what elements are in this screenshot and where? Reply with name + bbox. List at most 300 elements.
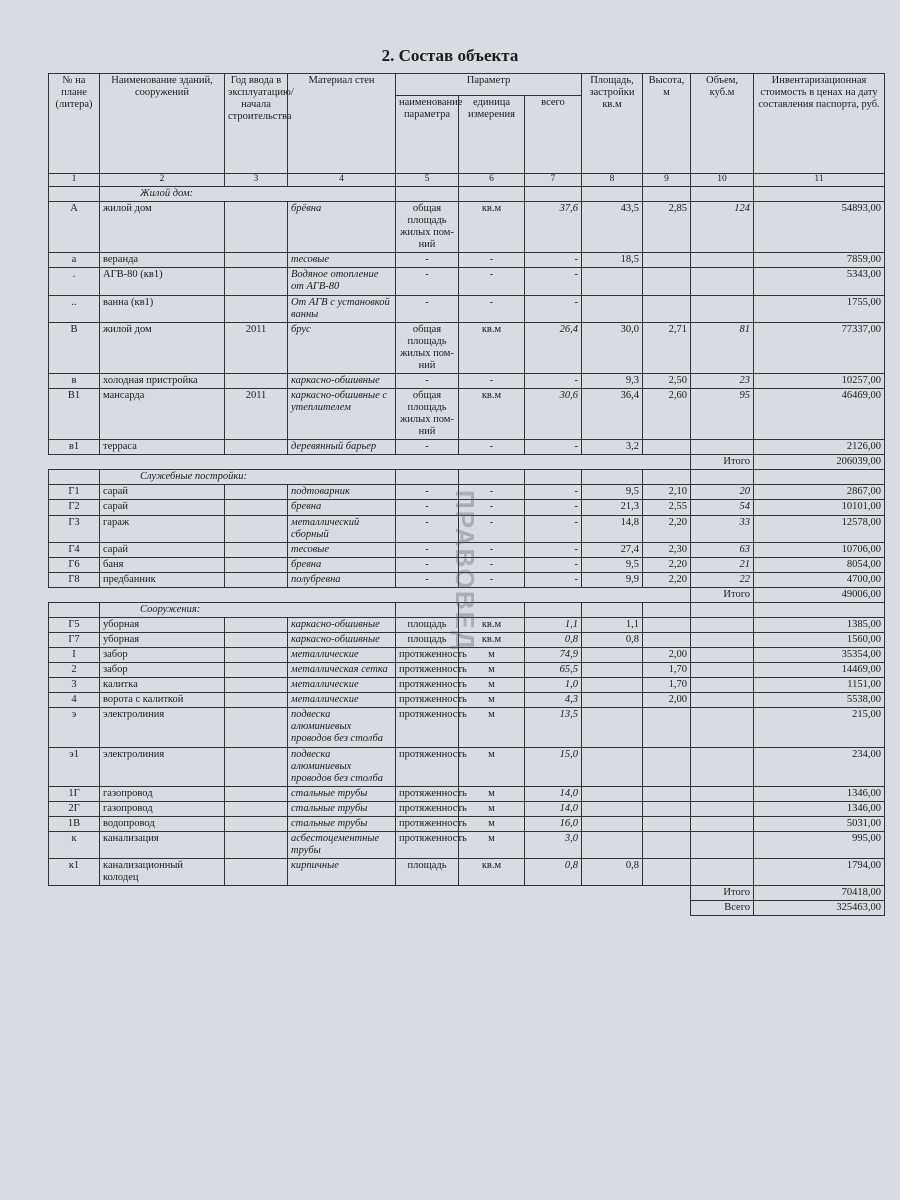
cell-col-3 (225, 542, 288, 557)
cell-col-8: 1,1 (582, 617, 643, 632)
cell-col-6: м (459, 663, 525, 678)
watermark-stamp: ПРАВОВЕД (450, 490, 480, 652)
cell-col-4: стальные трубы (288, 786, 396, 801)
cell-col-4: подвеска алюминиевых проводов без столба (288, 747, 396, 786)
cell-col-10: 20 (691, 485, 754, 500)
cell-col-8 (582, 295, 643, 322)
cell-col-7: 3,0 (525, 831, 582, 858)
cell-col-11: 234,00 (754, 747, 885, 786)
cell-col-5: протяженность (396, 663, 459, 678)
table-row (49, 859, 885, 886)
cell-col-8: 43,5 (582, 202, 643, 253)
cell-col-2: водопровод (100, 816, 225, 831)
cell-col-9: 2,60 (643, 388, 691, 439)
cell-col-7: 15,0 (525, 747, 582, 786)
total-row (49, 886, 885, 901)
cell-col-10: 22 (691, 572, 754, 587)
cell-col-2: газопровод (100, 786, 225, 801)
cell-col-3 (225, 708, 288, 747)
cell-col-6: м (459, 801, 525, 816)
cell-col-4: каркасно-обшивные (288, 373, 396, 388)
header-col-1: № на плане (литера) (49, 74, 100, 174)
section-empty-cell (643, 187, 691, 202)
cell-col-11: 10706,00 (754, 542, 885, 557)
header-col-3: Год ввода в эксплуатацию/ начала строительства (225, 74, 288, 174)
cell-col-4: брус (288, 322, 396, 373)
cell-col-3 (225, 859, 288, 886)
col-number: 3 (225, 174, 288, 187)
cell-col-6: - (459, 440, 525, 455)
cell-col-2: электролиния (100, 747, 225, 786)
cell-col-9: 2,55 (643, 500, 691, 515)
cell-col-4: От АГВ с установкой ванны (288, 295, 396, 322)
header-col-4: Материал стен (288, 74, 396, 174)
cell-col-11: 5031,00 (754, 816, 885, 831)
section-empty-cell (396, 187, 459, 202)
header-col-9: Высота, м (643, 74, 691, 174)
cell-col-10: 124 (691, 202, 754, 253)
cell-col-4: деревянный барьер (288, 440, 396, 455)
cell-col-7: 74,9 (525, 648, 582, 663)
cell-col-10: 33 (691, 515, 754, 542)
cell-col-5: - (396, 373, 459, 388)
cell-col-10 (691, 801, 754, 816)
cell-col-8 (582, 786, 643, 801)
total-value: 49006,00 (754, 587, 885, 602)
cell-col-5: протяженность (396, 786, 459, 801)
cell-col-1: 1Г (49, 786, 100, 801)
section-empty-cell (582, 602, 643, 617)
cell-col-5: общая площадь жилых пом-ний (396, 322, 459, 373)
section-empty-cell (643, 602, 691, 617)
cell-col-6: кв.м (459, 633, 525, 648)
cell-col-4: подвеска алюминиевых проводов без столба (288, 708, 396, 747)
cell-col-4: брёвна (288, 202, 396, 253)
section-empty-cell (754, 470, 885, 485)
cell-col-7: - (525, 542, 582, 557)
cell-col-9: 2,20 (643, 557, 691, 572)
cell-col-5: протяженность (396, 831, 459, 858)
cell-col-4: бревна (288, 557, 396, 572)
cell-col-1: э (49, 708, 100, 747)
table-row (49, 295, 885, 322)
cell-col-6: м (459, 786, 525, 801)
cell-col-3 (225, 617, 288, 632)
cell-col-5: - (396, 572, 459, 587)
section-empty-cell (582, 187, 643, 202)
cell-col-7: - (525, 373, 582, 388)
cell-col-6: м (459, 648, 525, 663)
cell-col-6: - (459, 500, 525, 515)
cell-col-10 (691, 617, 754, 632)
cell-col-2: ворота с калиткой (100, 693, 225, 708)
section-empty-cell (691, 187, 754, 202)
section-empty-cell (49, 187, 100, 202)
col-number: 8 (582, 174, 643, 187)
cell-col-2: уборная (100, 633, 225, 648)
total-blank (49, 587, 691, 602)
cell-col-6: - (459, 253, 525, 268)
cell-col-6: кв.м (459, 617, 525, 632)
cell-col-1: 1В (49, 816, 100, 831)
cell-col-2: баня (100, 557, 225, 572)
column-number-row (49, 174, 885, 187)
cell-col-3 (225, 831, 288, 858)
cell-col-2: гараж (100, 515, 225, 542)
cell-col-4: металлические (288, 693, 396, 708)
cell-col-9: 1,70 (643, 678, 691, 693)
header-col-8: Площадь, застройки кв.м (582, 74, 643, 174)
cell-col-5: общая площадь жилых пом-ний (396, 388, 459, 439)
grand-total-value: 325463,00 (754, 901, 885, 916)
cell-col-1: I (49, 648, 100, 663)
cell-col-11: 46469,00 (754, 388, 885, 439)
cell-col-10 (691, 633, 754, 648)
cell-col-7: - (525, 500, 582, 515)
cell-col-1: к1 (49, 859, 100, 886)
cell-col-7: 4,3 (525, 693, 582, 708)
cell-col-5: - (396, 500, 459, 515)
cell-col-11: 5538,00 (754, 693, 885, 708)
cell-col-9 (643, 786, 691, 801)
cell-col-2: уборная (100, 617, 225, 632)
document-title: 2. Состав объекта (381, 46, 519, 65)
cell-col-4: асбестоцементные трубы (288, 831, 396, 858)
cell-col-1: Г6 (49, 557, 100, 572)
cell-col-5: - (396, 268, 459, 295)
cell-col-10 (691, 440, 754, 455)
cell-col-9: 2,00 (643, 648, 691, 663)
cell-col-4: подтоварник (288, 485, 396, 500)
cell-col-7: - (525, 440, 582, 455)
cell-col-10 (691, 693, 754, 708)
cell-col-7: 65,5 (525, 663, 582, 678)
cell-col-2: сарай (100, 542, 225, 557)
total-value: 70418,00 (754, 886, 885, 901)
cell-col-6: м (459, 816, 525, 831)
cell-col-3 (225, 801, 288, 816)
total-row (49, 455, 885, 470)
cell-col-1: Г1 (49, 485, 100, 500)
cell-col-7: 1,1 (525, 617, 582, 632)
total-blank (49, 455, 691, 470)
cell-col-7: - (525, 295, 582, 322)
cell-col-11: 8054,00 (754, 557, 885, 572)
header-col-6: единица измерения (459, 96, 525, 174)
section-empty-cell (49, 470, 100, 485)
cell-col-8 (582, 831, 643, 858)
cell-col-5: протяженность (396, 693, 459, 708)
cell-col-5: - (396, 253, 459, 268)
cell-col-2: жилой дом (100, 322, 225, 373)
cell-col-6: м (459, 831, 525, 858)
cell-col-6: - (459, 268, 525, 295)
cell-col-2: АГВ-80 (кв1) (100, 268, 225, 295)
cell-col-7: - (525, 253, 582, 268)
cell-col-11: 35354,00 (754, 648, 885, 663)
cell-col-4: металлический сборный (288, 515, 396, 542)
cell-col-11: 995,00 (754, 831, 885, 858)
cell-col-4: бревна (288, 500, 396, 515)
cell-col-10 (691, 859, 754, 886)
cell-col-3 (225, 253, 288, 268)
header-col-11: Инвентаризационная стоимость в ценах на дату составления паспорта, руб. (754, 74, 885, 174)
cell-col-6: кв.м (459, 322, 525, 373)
cell-col-6: кв.м (459, 859, 525, 886)
cell-col-8 (582, 663, 643, 678)
cell-col-2: веранда (100, 253, 225, 268)
cell-col-1: А (49, 202, 100, 253)
cell-col-11: 1794,00 (754, 859, 885, 886)
cell-col-1: э1 (49, 747, 100, 786)
cell-col-3 (225, 440, 288, 455)
cell-col-3 (225, 268, 288, 295)
col-number: 9 (643, 174, 691, 187)
cell-col-11: 14469,00 (754, 663, 885, 678)
cell-col-6: - (459, 295, 525, 322)
cell-col-2: канализация (100, 831, 225, 858)
cell-col-4: стальные трубы (288, 801, 396, 816)
cell-col-8 (582, 747, 643, 786)
cell-col-7: 14,0 (525, 801, 582, 816)
col-number: 11 (754, 174, 885, 187)
section-header-row (49, 470, 885, 485)
cell-col-2: калитка (100, 678, 225, 693)
header-col-10: Объем, куб.м (691, 74, 754, 174)
cell-col-6: - (459, 485, 525, 500)
cell-col-10 (691, 663, 754, 678)
cell-col-11: 2126,00 (754, 440, 885, 455)
header-col-7: всего (525, 96, 582, 174)
cell-col-10 (691, 786, 754, 801)
cell-col-10 (691, 747, 754, 786)
cell-col-10 (691, 648, 754, 663)
cell-col-1: Г3 (49, 515, 100, 542)
cell-col-1: . (49, 268, 100, 295)
cell-col-3 (225, 202, 288, 253)
cell-col-1: Г2 (49, 500, 100, 515)
cell-col-1: Г8 (49, 572, 100, 587)
table-row (49, 440, 885, 455)
table-row (49, 747, 885, 786)
table-row (49, 786, 885, 801)
cell-col-6: м (459, 693, 525, 708)
table-row (49, 831, 885, 858)
cell-col-11: 7859,00 (754, 253, 885, 268)
cell-col-4: тесовые (288, 542, 396, 557)
cell-col-7: 0,8 (525, 633, 582, 648)
table-row (49, 816, 885, 831)
cell-col-10 (691, 678, 754, 693)
cell-col-2: канализационный колодец (100, 859, 225, 886)
cell-col-3 (225, 786, 288, 801)
cell-col-3 (225, 295, 288, 322)
cell-col-7: - (525, 557, 582, 572)
cell-col-3: 2011 (225, 322, 288, 373)
cell-col-3 (225, 816, 288, 831)
cell-col-11: 1560,00 (754, 633, 885, 648)
cell-col-2: мансарда (100, 388, 225, 439)
cell-col-10 (691, 295, 754, 322)
cell-col-9 (643, 708, 691, 747)
cell-col-3 (225, 572, 288, 587)
cell-col-10 (691, 268, 754, 295)
cell-col-9 (643, 295, 691, 322)
cell-col-5: площадь (396, 633, 459, 648)
cell-col-11: 1346,00 (754, 801, 885, 816)
cell-col-8 (582, 648, 643, 663)
cell-col-10: 81 (691, 322, 754, 373)
cell-col-5: протяженность (396, 816, 459, 831)
cell-col-5: - (396, 542, 459, 557)
cell-col-11: 4700,00 (754, 572, 885, 587)
cell-col-11: 215,00 (754, 708, 885, 747)
cell-col-8: 0,8 (582, 859, 643, 886)
cell-col-8: 30,0 (582, 322, 643, 373)
cell-col-3 (225, 633, 288, 648)
cell-col-10: 23 (691, 373, 754, 388)
cell-col-3 (225, 747, 288, 786)
cell-col-7: - (525, 572, 582, 587)
cell-col-9: 2,10 (643, 485, 691, 500)
cell-col-5: - (396, 485, 459, 500)
cell-col-1: 3 (49, 678, 100, 693)
cell-col-6: - (459, 515, 525, 542)
cell-col-9: 2,71 (643, 322, 691, 373)
cell-col-3 (225, 678, 288, 693)
cell-col-2: сарай (100, 500, 225, 515)
cell-col-3 (225, 515, 288, 542)
cell-col-10 (691, 708, 754, 747)
cell-col-7: 13,5 (525, 708, 582, 747)
cell-col-2: терраса (100, 440, 225, 455)
col-number: 4 (288, 174, 396, 187)
cell-col-10: 21 (691, 557, 754, 572)
cell-col-6: м (459, 747, 525, 786)
cell-col-7: 37,6 (525, 202, 582, 253)
cell-col-4: каркасно-обшивные (288, 633, 396, 648)
cell-col-5: протяженность (396, 708, 459, 747)
section-empty-cell (691, 602, 754, 617)
cell-col-5: - (396, 440, 459, 455)
section-empty-cell (459, 187, 525, 202)
cell-col-5: - (396, 295, 459, 322)
cell-col-6: - (459, 373, 525, 388)
cell-col-6: кв.м (459, 388, 525, 439)
cell-col-3 (225, 557, 288, 572)
cell-col-10 (691, 816, 754, 831)
cell-col-3 (225, 373, 288, 388)
col-number: 1 (49, 174, 100, 187)
total-blank (49, 886, 691, 901)
section-header-row (49, 187, 885, 202)
cell-col-5: протяженность (396, 747, 459, 786)
cell-col-9: 2,20 (643, 515, 691, 542)
cell-col-11: 12578,00 (754, 515, 885, 542)
section-empty-cell (754, 187, 885, 202)
grand-total-row (49, 901, 885, 916)
cell-col-7: 16,0 (525, 816, 582, 831)
cell-col-8: 18,5 (582, 253, 643, 268)
cell-col-9 (643, 831, 691, 858)
cell-col-5: протяженность (396, 678, 459, 693)
cell-col-9: 1,70 (643, 663, 691, 678)
cell-col-1: Г4 (49, 542, 100, 557)
cell-col-6: м (459, 708, 525, 747)
cell-col-8: 9,9 (582, 572, 643, 587)
cell-col-4: полубревна (288, 572, 396, 587)
cell-col-2: предбанник (100, 572, 225, 587)
cell-col-9 (643, 633, 691, 648)
table-row (49, 388, 885, 439)
header-col-2: Наименование зданий, сооружений (100, 74, 225, 174)
col-number: 6 (459, 174, 525, 187)
cell-col-2: ванна (кв1) (100, 295, 225, 322)
total-label: Итого (691, 587, 754, 602)
cell-col-1: .. (49, 295, 100, 322)
cell-col-8: 9,5 (582, 485, 643, 500)
cell-col-4: металлическая сетка (288, 663, 396, 678)
cell-col-9: 2,30 (643, 542, 691, 557)
cell-col-2: забор (100, 663, 225, 678)
cell-col-3: 2011 (225, 388, 288, 439)
cell-col-5: общая площадь жилых пом-ний (396, 202, 459, 253)
cell-col-8 (582, 801, 643, 816)
cell-col-9 (643, 859, 691, 886)
cell-col-7: - (525, 515, 582, 542)
cell-col-2: забор (100, 648, 225, 663)
cell-col-8: 0,8 (582, 633, 643, 648)
cell-col-1: а (49, 253, 100, 268)
section-empty-cell (525, 602, 582, 617)
table-header (49, 74, 885, 187)
section-empty-cell (396, 470, 459, 485)
cell-col-3 (225, 648, 288, 663)
section-empty-cell (582, 470, 643, 485)
cell-col-1: Г5 (49, 617, 100, 632)
section-empty-cell (525, 470, 582, 485)
cell-col-5: площадь (396, 617, 459, 632)
cell-col-11: 1755,00 (754, 295, 885, 322)
cell-col-11: 54893,00 (754, 202, 885, 253)
cell-col-5: протяженность (396, 648, 459, 663)
total-value: 206039,00 (754, 455, 885, 470)
cell-col-11: 1385,00 (754, 617, 885, 632)
cell-col-2: газопровод (100, 801, 225, 816)
cell-col-8: 27,4 (582, 542, 643, 557)
cell-col-8 (582, 708, 643, 747)
grand-total-label: Всего (691, 901, 754, 916)
section-empty-cell (643, 470, 691, 485)
cell-col-5: - (396, 557, 459, 572)
cell-col-1: 4 (49, 693, 100, 708)
cell-col-3 (225, 693, 288, 708)
col-number: 2 (100, 174, 225, 187)
cell-col-2: сарай (100, 485, 225, 500)
section-empty-cell (525, 187, 582, 202)
section-title: Служебные постройки: (100, 470, 396, 485)
cell-col-4: каркасно-обшивные с утеплителем (288, 388, 396, 439)
cell-col-2: холодная пристройка (100, 373, 225, 388)
cell-col-9 (643, 268, 691, 295)
cell-col-9 (643, 801, 691, 816)
cell-col-8: 9,5 (582, 557, 643, 572)
cell-col-1: В (49, 322, 100, 373)
cell-col-5: протяженность (396, 801, 459, 816)
col-number: 10 (691, 174, 754, 187)
cell-col-6: м (459, 678, 525, 693)
cell-col-11: 1346,00 (754, 786, 885, 801)
